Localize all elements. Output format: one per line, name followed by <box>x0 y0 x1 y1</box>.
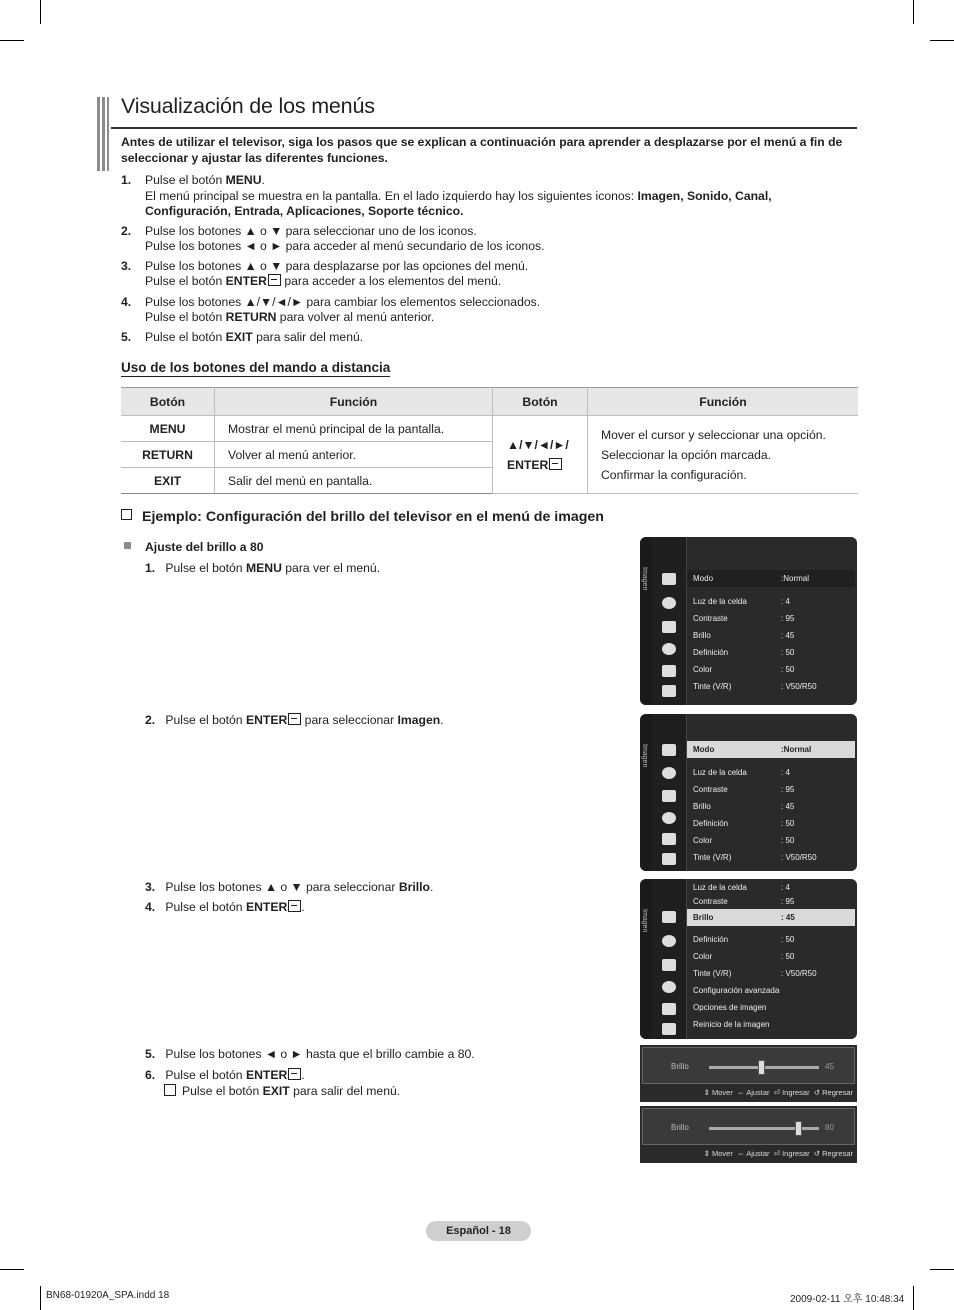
table-row: MENU Mostrar el menú principal de la pantalla. ▲/▼/◄/►/ ENTER Mover el cursor y seleccionar una opción. Seleccionar la opción marcada. Confirmar la configuración. <box>121 416 858 442</box>
checkbox-icon <box>121 509 132 520</box>
channel-icon <box>662 959 676 971</box>
osd-menu-3: Imagen Luz de la celda : 4 Contraste : 95 Brillo : 45 Definición : 50 Color : 50 Tinte (V/R) : V50/R50 Configuración avanzada Opciones de imagen Reinicio de la imagen <box>640 879 857 1039</box>
example-step-1: 1. Pulse el botón MENU para ver el menú. <box>145 561 381 575</box>
crop-mark <box>930 1269 954 1270</box>
crop-mark <box>40 0 41 24</box>
osd-menu-2: Imagen Modo :Normal Luz de la celda : 4 Contraste : 95 Brillo : 45 Definición : 50 Color : 50 Tinte (V/R) : V50/R50 <box>640 714 857 871</box>
application-icon <box>662 685 676 697</box>
application-icon <box>662 853 676 865</box>
input-icon <box>662 1003 676 1015</box>
setup-icon <box>662 643 676 655</box>
crop-mark <box>913 1286 914 1310</box>
channel-icon <box>662 790 676 802</box>
picture-icon <box>662 573 676 585</box>
example-step-3: 3. Pulse los botones ▲ o ▼ para seleccionar Brillo. <box>145 880 434 894</box>
sound-icon <box>662 935 676 947</box>
square-bullet-icon <box>124 542 131 549</box>
example-step-5: 5. Pulse los botones ◄ o ► hasta que el brillo cambie a 80. <box>145 1047 475 1061</box>
slider-track <box>709 1127 819 1130</box>
example-note: Pulse el botón EXIT para salir del menú. <box>164 1084 400 1098</box>
enter-icon <box>288 1068 301 1080</box>
example-step-2: 2. Pulse el botón ENTER para seleccionar Imagen. <box>145 713 444 727</box>
sound-icon <box>662 767 676 779</box>
example-heading: Ejemplo: Configuración del brillo del televisor en el menú de imagen <box>121 509 604 525</box>
crop-mark <box>0 1269 24 1270</box>
crop-mark <box>930 40 954 41</box>
page-number: Español - 18 <box>426 1221 531 1241</box>
slider-knob <box>795 1121 802 1136</box>
brightness-slider-45: Brillo 45 ⇕ Mover ⇔ Ajustar ⏎ Ingresar ↺ Regresar <box>640 1045 857 1102</box>
osd-menu-1: Imagen Modo :Normal Luz de la celda : 4 Contraste : 95 Brillo : 45 Definición : 50 Color : 50 Tinte (V/R) : V50/R50 <box>640 537 857 705</box>
crop-mark <box>913 0 914 24</box>
example-step-6: 6. Pulse el botón ENTER . <box>145 1068 305 1082</box>
setup-icon <box>662 981 676 993</box>
application-icon <box>662 1023 676 1035</box>
intro-text: Antes de utilizar el televisor, siga los pasos que se explican a continuación para aprender a desplazarse por el menú a fin de seleccionar y ajustar las diferentes funciones. <box>121 135 843 165</box>
example-step-4: 4. Pulse el botón ENTER . <box>145 900 305 914</box>
input-icon <box>662 833 676 845</box>
crop-mark <box>40 1286 41 1310</box>
note-icon <box>164 1084 176 1096</box>
sound-icon <box>662 597 676 609</box>
enter-icon <box>288 900 301 912</box>
enter-icon <box>549 458 562 470</box>
file-name: BN68-01920A_SPA.indd 18 <box>46 1290 170 1301</box>
setup-icon <box>662 812 676 824</box>
table-row: EXIT Salir del menú en pantalla. <box>121 468 858 494</box>
remote-buttons-table: Botón Función Botón Función MENU Mostrar el menú principal de la pantalla. ▲/▼/◄/►/ ENTER Mover el cursor y seleccionar una opción. Seleccionar la opción marcada. Confirmar la configuración. RETURN Volver al menú anterior. EXIT Salir del menú en pantalla. <box>121 387 858 494</box>
title-rule <box>111 127 857 129</box>
enter-icon <box>288 713 301 725</box>
slider-knob <box>758 1060 765 1075</box>
example-subheading: Ajuste del brillo a 80 <box>145 540 264 554</box>
crop-mark <box>0 40 24 41</box>
channel-icon <box>662 621 676 633</box>
remote-heading: Uso de los botones del mando a distancia <box>121 360 391 375</box>
picture-icon <box>662 911 676 923</box>
brightness-slider-80: Brillo 80 ⇕ Mover ⇔ Ajustar ⏎ Ingresar ↺ Regresar <box>640 1106 857 1163</box>
table-row: RETURN Volver al menú anterior. <box>121 442 858 468</box>
file-date: 2009-02-11 오후 10:48:34 <box>790 1294 905 1305</box>
picture-icon <box>662 744 676 756</box>
input-icon <box>662 665 676 677</box>
page-title: Visualización de los menús <box>121 94 375 118</box>
enter-icon <box>268 274 281 286</box>
